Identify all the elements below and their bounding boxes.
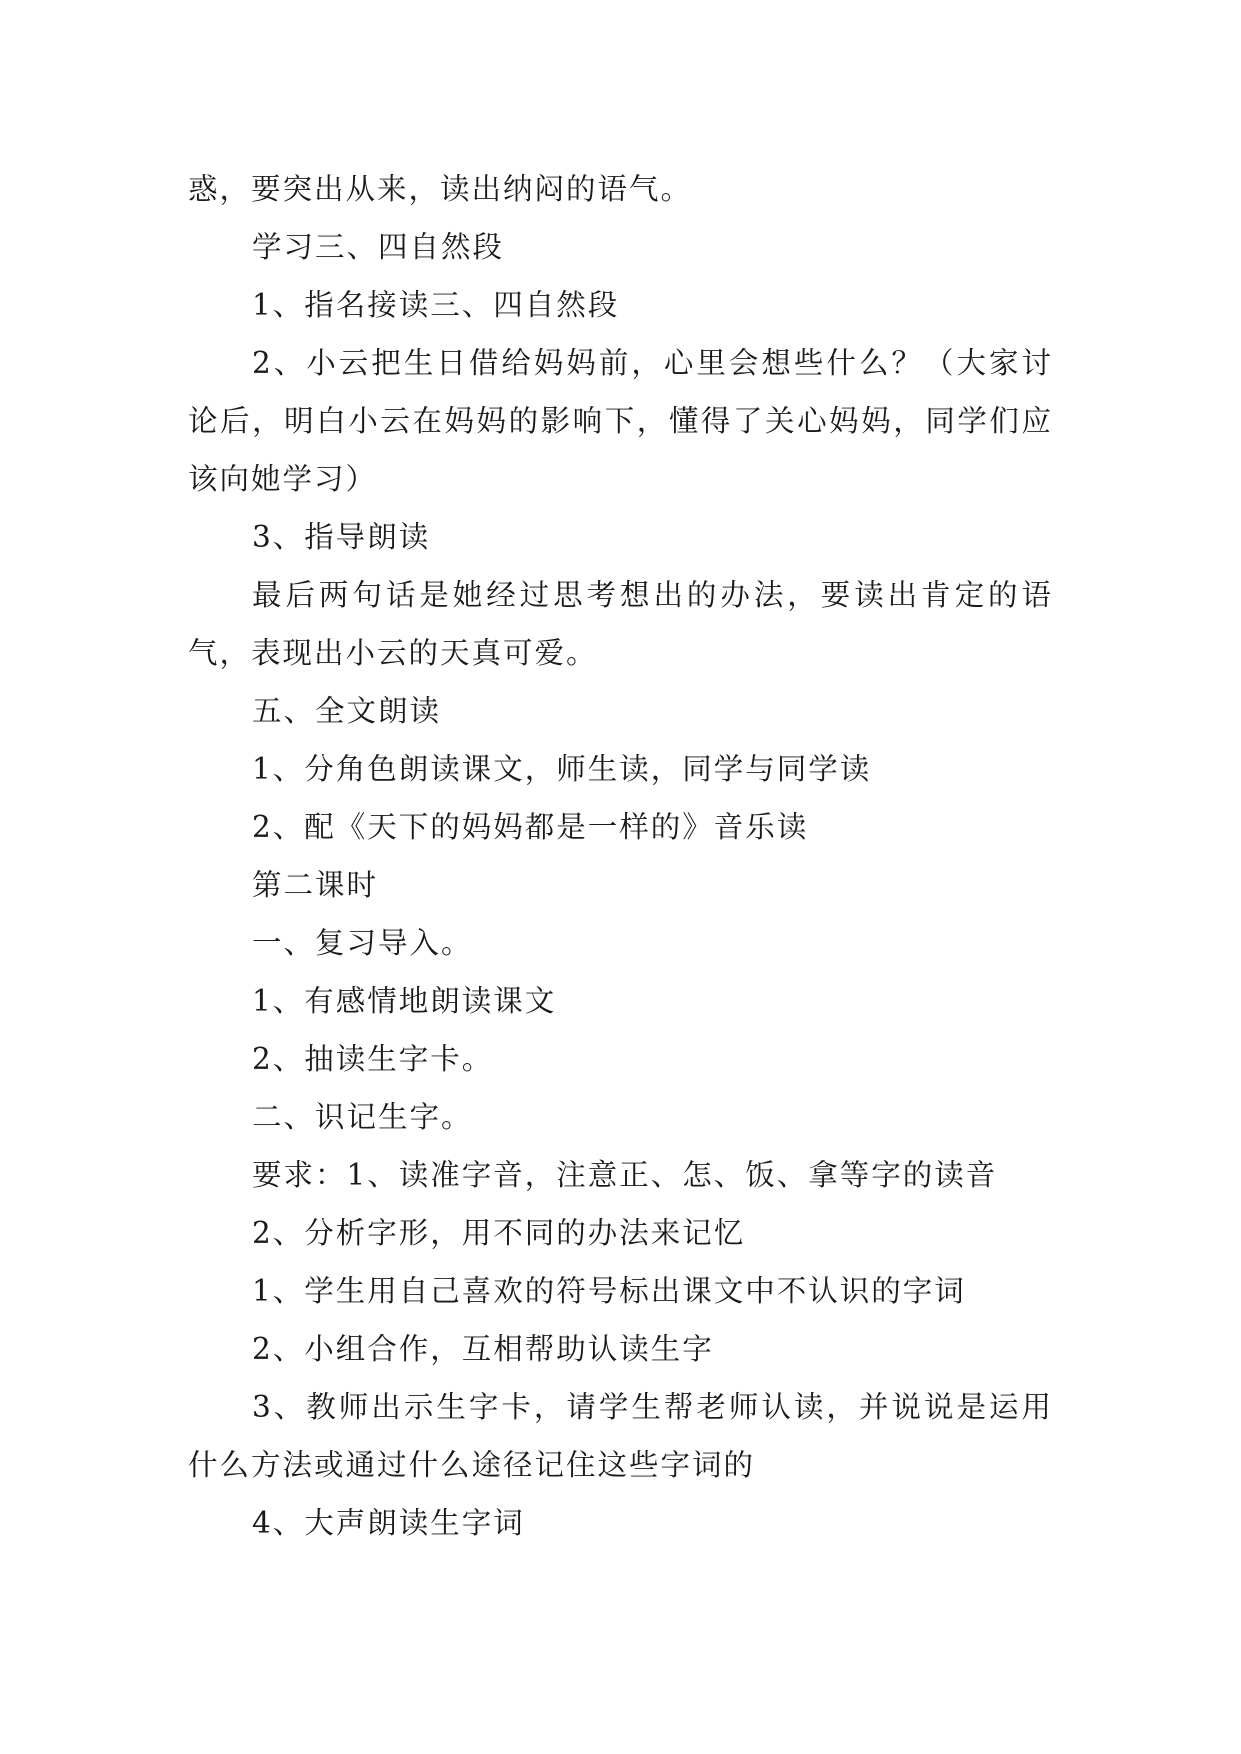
- paragraph-11: 一、复习导入。: [252, 926, 473, 960]
- paragraph-10: 第二课时: [252, 868, 379, 902]
- paragraph-12: 1、有感情地朗读课文: [252, 984, 557, 1018]
- paragraph-3: 1、指名接读三、四自然段: [252, 288, 620, 322]
- paragraph-6: 最后两句话是她经过思考想出的办法，要读出肯定的语气，表现出小云的天真可爱。: [188, 578, 1053, 670]
- document-body: [188, 160, 1053, 1552]
- paragraph-8: 1、分角色朗读课文，师生读，同学与同学读: [252, 752, 872, 786]
- paragraph-16: 2、分析字形，用不同的办法来记忆: [252, 1216, 746, 1250]
- paragraph-5: 3、指导朗读: [252, 520, 431, 554]
- paragraph-9: 2、配《天下的妈妈都是一样的》音乐读: [252, 810, 809, 844]
- paragraph-7: 五、全文朗读: [252, 694, 442, 728]
- paragraph-4: 2、小云把生日借给妈妈前，心里会想些什么？（大家讨论后，明白小云在妈妈的影响下，懂得了关心妈妈，同学们应该向她学习）: [188, 346, 1053, 496]
- paragraph-18: 2、小组合作，互相帮助认读生字: [252, 1332, 714, 1366]
- paragraph-17: 1、学生用自己喜欢的符号标出课文中不认识的字词: [252, 1274, 966, 1308]
- paragraph-19: 3、教师出示生字卡，请学生帮老师认读，并说说是运用什么方法或通过什么途径记住这些字词的: [188, 1390, 1053, 1482]
- paragraph-13: 2、抽读生字卡。: [252, 1042, 494, 1076]
- paragraph-1: 惑，要突出从来，读出纳闷的语气。: [188, 172, 693, 206]
- paragraph-15: 要求：1、读准字音，注意正、怎、饭、拿等字的读音: [252, 1158, 998, 1192]
- paragraph-20: 4、大声朗读生字词: [252, 1506, 525, 1540]
- paragraph-2: 学习三、四自然段: [252, 230, 505, 264]
- paragraph-14: 二、识记生字。: [252, 1100, 473, 1134]
